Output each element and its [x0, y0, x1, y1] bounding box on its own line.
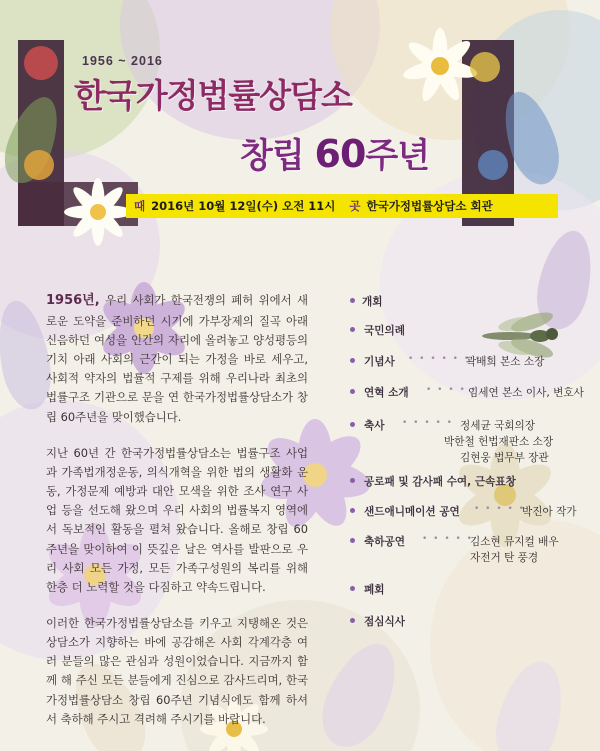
program-item-speaker-extra: 자전거 탄 풍경 [470, 552, 539, 564]
article-paragraph-2: 지난 60년 간 한국가정법률상담소는 법률구조 사업과 가족법개정운동, 의식개혁을 위한 법의 생활화 운동, 가정문제 예방과 대안 모색을 위한 조사 연구 사업 등을 선도해 왔으며 우리 사회의 법률복지 영역에서 독보적인 활동을 펼쳐 왔습니다. 올해로 창립 60주년을 맞이하여 이 뜻깊은 날은 역사를 발판으로 우리 사회 모든 가정, 모든 가족구성원의 복리를 위해 한층 더 노력할 것을 다짐하고 약속드립니다. [46, 445, 308, 594]
bullet-icon [350, 538, 355, 543]
program-item-label: 샌드애니메이션 공연 [364, 506, 460, 518]
bullet-icon [350, 298, 355, 303]
program-item-speaker-extra: 박한철 헌법재판소 소장 [444, 436, 554, 448]
program-item-label: 개회 [362, 296, 383, 308]
bullet-icon [350, 327, 355, 332]
program-item-dots: • • • • • [474, 504, 526, 514]
anniversary-suffix: 주년 [365, 136, 430, 176]
program-item-label: 연혁 소개 [364, 387, 409, 399]
program-item-dots: • • • • • [426, 385, 478, 395]
bullet-icon [350, 618, 355, 623]
program-item-speaker-extra: 김현웅 법무부 장관 [460, 452, 549, 464]
program-item-dots: • • • • • • • • [408, 354, 493, 364]
program-item-speaker: 김소현 뮤지컬 배우 [470, 536, 559, 548]
program-item [350, 474, 586, 504]
article-lead: 1956년, [46, 293, 100, 308]
program-item-dots: • • • • • [402, 418, 454, 428]
program-item [350, 354, 586, 385]
program-item [350, 385, 586, 418]
invitation-article [46, 290, 308, 746]
event-info-bar [126, 194, 558, 218]
program-item [350, 294, 586, 323]
bullet-icon [350, 586, 355, 591]
anniversary-years: 1956 ~ 2016 [82, 54, 163, 68]
program-item-speaker: 임세연 본소 이사, 변호사 [468, 387, 584, 399]
article-paragraph-1 [46, 290, 308, 427]
program-item-label: 점심식사 [364, 616, 405, 628]
anniversary-title [240, 128, 429, 177]
article-paragraph-3: 이러한 한국가정법률상담소를 키우고 지탱해온 것은 상담소가 지향하는 바에 공감해온 사회 각계각층 여러 분들의 많은 관심과 성원이었습니다. 지금까지 함께 해 주신 모든 분들에게 진심으로 감사드리며, 한국가정법률상담소 창립 60주년 기념식에도 함께 하셔서 축하해 주시고 격려해 주시기를 바랍니다. [46, 616, 308, 726]
poster-banner [22, 40, 500, 220]
bullet-icon [350, 508, 355, 513]
article-paragraph-1-text: 우리 사회가 한국전쟁의 폐허 위에서 새로운 도약을 준비하던 시기에 가부장제의 질곡 아래 신음하던 여성을 인간의 자리에 올려놓고 양성평등의 기치 아래 사회의 근간이 되는 가정을 바로 세우고, 사회적 약자의 법률적 구제를 위해 우리나라 최초의 법률구조 기관으로 문을 연 한국가정법률상담소가 창립 60주년을 맞이했습니다. [46, 293, 308, 424]
program-item [350, 582, 586, 614]
bullet-icon [350, 422, 355, 427]
bullet-icon [350, 389, 355, 394]
program-item-label: 폐회 [364, 584, 385, 596]
program-item-speaker: 정세균 국회의장 [460, 420, 536, 432]
where-label: 곳 [349, 199, 361, 213]
program-item-speaker: 곽배희 본소 소장 [466, 356, 545, 368]
program-item-label: 공로패 및 감사패 수여, 근속표창 [364, 476, 516, 488]
bullet-icon [350, 358, 355, 363]
organization-title: 한국가정법률상담소 [74, 76, 352, 115]
when-label: 때 [134, 199, 146, 213]
anniversary-prefix: 창립 [240, 136, 315, 176]
bullet-icon [350, 478, 355, 483]
program-item [350, 504, 586, 534]
program-item-dots: • • • • • [422, 534, 474, 544]
program-item [350, 534, 586, 582]
program-item [350, 614, 586, 638]
program-item-label: 축사 [364, 420, 385, 432]
program-item-label: 국민의례 [364, 325, 405, 337]
when-value: 2016년 10월 12일(수) 오전 11시 [151, 199, 336, 213]
anniversary-number: 60 [314, 132, 366, 176]
program-item-label: 축하공연 [364, 536, 405, 548]
program-item-speaker: 박진아 작가 [522, 506, 577, 518]
program-item [350, 323, 586, 354]
program-list [350, 294, 586, 638]
program-item [350, 418, 586, 474]
where-value: 한국가정법률상담소 회관 [366, 199, 493, 213]
program-item-label: 기념사 [364, 356, 395, 368]
